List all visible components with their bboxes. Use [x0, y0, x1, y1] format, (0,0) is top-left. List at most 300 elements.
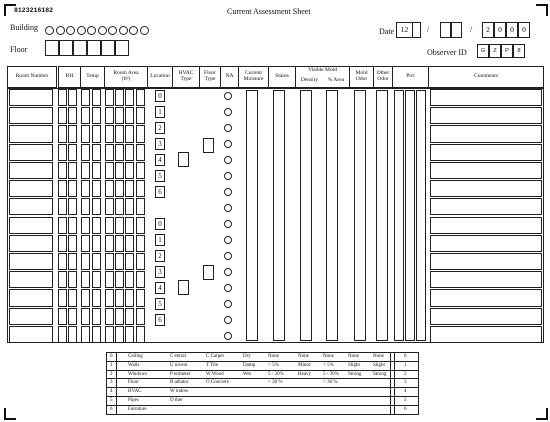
location-code-box[interactable]	[155, 218, 165, 230]
temp-digit-cell[interactable]	[92, 125, 101, 142]
comments-cell[interactable]	[430, 180, 542, 197]
building-digit-circle[interactable]	[129, 26, 138, 35]
date-month-box[interactable]	[396, 22, 413, 38]
temp-digit-cell[interactable]	[92, 198, 101, 215]
temp-digit-cell[interactable]	[92, 289, 101, 306]
rh-digit-cell[interactable]	[58, 144, 67, 161]
comments-cell[interactable]	[430, 217, 542, 234]
header-room-number	[7, 66, 57, 88]
header-visible-mold-subheaders	[296, 78, 349, 84]
room-area-digit-cell[interactable]	[136, 289, 145, 306]
comments-cell[interactable]	[430, 107, 542, 124]
building-digit-circle[interactable]	[140, 26, 149, 35]
temp-digit-cell[interactable]	[92, 217, 101, 234]
header-hvac-type-text: HVAC	[178, 70, 194, 77]
room-area-digit-cell[interactable]	[105, 144, 114, 161]
room-area-digit-cell[interactable]	[136, 107, 145, 124]
location-code-box[interactable]	[155, 314, 165, 326]
rh-digit-cell[interactable]	[68, 217, 77, 234]
na-circle[interactable]	[224, 332, 232, 340]
room-area-digit-cell[interactable]	[136, 235, 145, 252]
rh-digit-cell[interactable]	[68, 271, 77, 288]
room-number-cell[interactable]	[9, 162, 53, 179]
room-area-digit-cell[interactable]	[115, 125, 124, 142]
room-area-digit-cell[interactable]	[136, 253, 145, 270]
location-code-box[interactable]	[155, 186, 165, 198]
legend-area-text: < 5%	[323, 362, 334, 368]
temp-digit-cell[interactable]	[92, 144, 101, 161]
legend-code-r-text: 2	[404, 371, 407, 377]
room-area-digit-cell[interactable]	[115, 289, 124, 306]
room-area-digit-cell[interactable]	[115, 162, 124, 179]
na-circle[interactable]	[224, 252, 232, 260]
room-area-digit-cell[interactable]	[105, 107, 114, 124]
legend-mold-text: Slight	[348, 362, 360, 368]
room-area-digit-cell[interactable]	[136, 144, 145, 161]
building-digit-circle[interactable]	[77, 26, 86, 35]
temp-digit-cell[interactable]	[92, 253, 101, 270]
room-number-cell[interactable]	[9, 308, 53, 325]
legend-loc-text: HVAC	[128, 389, 142, 395]
legend-stains-text: 5 - 30%	[268, 371, 284, 377]
header-floor-type-text: Floor	[204, 70, 216, 77]
header-stains	[268, 66, 296, 88]
na-circle[interactable]	[224, 268, 232, 276]
comments-cell[interactable]	[430, 89, 542, 106]
legend-floor-text: O Concrete	[206, 380, 229, 386]
room-area-digit-cell[interactable]	[136, 180, 145, 197]
room-area-digit-cell[interactable]	[105, 326, 114, 343]
observer-id-digit: 8	[517, 48, 521, 54]
room-area-digit-cell[interactable]	[125, 125, 134, 142]
observer-id-label: Observer ID	[427, 48, 467, 57]
location-code-number: 6	[158, 316, 162, 324]
observer-id-digit-box[interactable]	[489, 44, 501, 58]
room-number-cell[interactable]	[9, 326, 53, 343]
rh-digit-cell[interactable]	[58, 107, 67, 124]
rh-digit-cell[interactable]	[58, 235, 67, 252]
room-area-digit-cell[interactable]	[125, 308, 134, 325]
header-room-number-text: Room Number	[15, 73, 49, 80]
current-moisture-column[interactable]	[246, 90, 258, 341]
room-area-digit-cell[interactable]	[105, 308, 114, 325]
rh-digit-cell[interactable]	[58, 253, 67, 270]
na-circle[interactable]	[224, 124, 232, 132]
header-stains-text: Stains	[275, 73, 289, 80]
header-room-area	[104, 66, 148, 88]
room-area-digit-cell[interactable]	[125, 180, 134, 197]
pict-column-3[interactable]	[416, 90, 426, 341]
date-month-value: 12	[400, 25, 409, 34]
legend-area-text: > 30 %	[323, 380, 338, 386]
room-area-digit-cell[interactable]	[136, 198, 145, 215]
floor-type-box[interactable]	[203, 138, 214, 153]
legend-code-text: 2	[110, 371, 113, 377]
rh-digit-cell[interactable]	[58, 289, 67, 306]
header-rh	[58, 66, 81, 88]
temp-digit-cell[interactable]	[92, 326, 101, 343]
room-area-digit-cell[interactable]	[136, 89, 145, 106]
room-area-digit-cell[interactable]	[136, 308, 145, 325]
legend-row-line	[106, 396, 419, 397]
room-area-digit-cell[interactable]	[115, 308, 124, 325]
room-area-digit-cell[interactable]	[115, 180, 124, 197]
observer-id-digit: Z	[493, 48, 497, 54]
location-code-number: 6	[158, 188, 162, 196]
room-number-cell[interactable]	[9, 253, 53, 270]
legend-code-text: 4	[110, 389, 113, 395]
room-area-digit-cell[interactable]	[115, 144, 124, 161]
rh-digit-cell[interactable]	[68, 144, 77, 161]
temp-digit-cell[interactable]	[81, 253, 90, 270]
legend-loc-text: Walls	[128, 362, 140, 368]
building-digit-circle[interactable]	[87, 26, 96, 35]
header-na	[220, 66, 239, 88]
rh-digit-cell[interactable]	[68, 198, 77, 215]
temp-digit-cell[interactable]	[92, 162, 101, 179]
date-year-digit: 2	[486, 25, 490, 34]
room-area-digit-cell[interactable]	[115, 198, 124, 215]
header-room-area-text: (ft²)	[121, 76, 131, 82]
header-other-odor-text: Odor	[377, 76, 389, 82]
rh-digit-cell[interactable]	[68, 289, 77, 306]
temp-digit-cell[interactable]	[92, 180, 101, 197]
room-area-digit-cell[interactable]	[136, 162, 145, 179]
rh-digit-cell[interactable]	[68, 162, 77, 179]
header-pict	[392, 66, 429, 88]
header-mold-odor-text: Mold	[355, 70, 368, 77]
date-year-digit-box[interactable]	[494, 22, 506, 38]
temp-digit-cell[interactable]	[81, 107, 90, 124]
temp-digit-cell[interactable]	[81, 217, 90, 234]
header-location	[147, 66, 173, 88]
legend-hvac-text: P erimeter	[170, 371, 191, 377]
comments-cell[interactable]	[430, 198, 542, 215]
room-area-digit-cell[interactable]	[115, 271, 124, 288]
header-floor-type	[199, 66, 221, 88]
comments-cell[interactable]	[430, 308, 542, 325]
room-area-digit-cell[interactable]	[105, 253, 114, 270]
rh-digit-cell[interactable]	[58, 308, 67, 325]
observer-id-digit-box[interactable]	[513, 44, 525, 58]
floor-digit-box[interactable]	[59, 40, 73, 56]
legend-stains-text: > 30 %	[268, 380, 283, 386]
room-area-digit-cell[interactable]	[125, 144, 134, 161]
na-circle[interactable]	[224, 204, 232, 212]
floor-type-box[interactable]	[203, 265, 214, 280]
temp-digit-cell[interactable]	[81, 271, 90, 288]
temp-digit-cell[interactable]	[92, 235, 101, 252]
header-hvac-type	[172, 66, 200, 88]
legend-mold-text: Strong	[348, 371, 362, 377]
room-area-digit-cell[interactable]	[125, 271, 134, 288]
location-code-box[interactable]	[155, 90, 165, 102]
rh-digit-cell[interactable]	[58, 198, 67, 215]
room-area-digit-cell[interactable]	[125, 107, 134, 124]
temp-digit-cell[interactable]	[81, 198, 90, 215]
rh-digit-cell[interactable]	[58, 180, 67, 197]
date-separator-2: /	[470, 25, 473, 34]
building-digit-circle[interactable]	[108, 26, 117, 35]
location-code-box[interactable]	[155, 298, 165, 310]
header-current-moisture	[238, 66, 269, 88]
building-digit-circle[interactable]	[45, 26, 54, 35]
room-number-cell[interactable]	[9, 89, 53, 106]
date-day-box[interactable]	[440, 22, 451, 38]
room-area-digit-cell[interactable]	[125, 198, 134, 215]
location-code-box[interactable]	[155, 266, 165, 278]
temp-digit-cell[interactable]	[81, 180, 90, 197]
header-comments-text: Comments	[474, 73, 498, 80]
room-area-digit-cell[interactable]	[125, 235, 134, 252]
building-digit-circle[interactable]	[66, 26, 75, 35]
na-circle[interactable]	[224, 140, 232, 148]
room-area-digit-cell[interactable]	[105, 162, 114, 179]
temp-digit-cell[interactable]	[81, 289, 90, 306]
floor-digit-box[interactable]	[73, 40, 87, 56]
temp-digit-cell[interactable]	[81, 144, 90, 161]
room-area-digit-cell[interactable]	[125, 253, 134, 270]
comments-cell[interactable]	[430, 162, 542, 179]
header-location-text: Location	[150, 73, 170, 80]
comments-cell[interactable]	[430, 235, 542, 252]
floor-digit-box[interactable]	[115, 40, 129, 56]
rh-digit-cell[interactable]	[68, 180, 77, 197]
building-label: Building	[10, 23, 39, 32]
legend-floor-text: T Tile	[206, 362, 218, 368]
header-rh-text: RH	[65, 73, 74, 80]
location-code-number: 5	[158, 172, 162, 180]
comments-cell[interactable]	[430, 326, 542, 343]
room-number-cell[interactable]	[9, 107, 53, 124]
legend-floor-text: W Wood	[206, 371, 224, 377]
legend-loc-text: Windows	[128, 371, 147, 377]
room-number-cell[interactable]	[9, 180, 53, 197]
header-mold-odor	[349, 66, 374, 88]
location-code-box[interactable]	[155, 154, 165, 166]
rh-digit-cell[interactable]	[58, 271, 67, 288]
na-circle[interactable]	[224, 220, 232, 228]
temp-digit-cell[interactable]	[92, 89, 101, 106]
comments-cell[interactable]	[430, 125, 542, 142]
pict-column-2[interactable]	[405, 90, 415, 341]
form-title: Current Assessment Sheet	[227, 7, 311, 16]
location-code-box[interactable]	[155, 170, 165, 182]
building-digit-circle[interactable]	[119, 26, 128, 35]
location-code-box[interactable]	[155, 250, 165, 262]
temp-digit-cell[interactable]	[81, 326, 90, 343]
header-mold-odor-text: Odor	[355, 76, 368, 82]
header-other-odor-text: Other	[376, 70, 390, 77]
floor-digit-box[interactable]	[87, 40, 101, 56]
legend-other-text: Slight	[373, 362, 385, 368]
header-visible-mold-label: Visible Mold	[308, 67, 337, 73]
na-circle[interactable]	[224, 300, 232, 308]
hvac-type-box[interactable]	[178, 152, 189, 167]
location-code-box[interactable]	[155, 106, 165, 118]
stains-column[interactable]	[273, 90, 285, 341]
rh-digit-cell[interactable]	[58, 162, 67, 179]
legend-row-line	[106, 361, 419, 362]
na-circle[interactable]	[224, 188, 232, 196]
room-area-digit-cell[interactable]	[136, 271, 145, 288]
room-area-digit-cell[interactable]	[105, 125, 114, 142]
observer-id-digit: G	[480, 48, 486, 54]
location-code-number: 4	[158, 156, 162, 164]
legend-code-text: 1	[110, 362, 113, 368]
temp-digit-cell[interactable]	[81, 125, 90, 142]
pct-area-column[interactable]	[326, 90, 338, 341]
legend-code-r-text: 6	[404, 406, 407, 412]
room-area-digit-cell[interactable]	[136, 326, 145, 343]
temp-digit-cell[interactable]	[81, 89, 90, 106]
comments-cell[interactable]	[430, 271, 542, 288]
temp-digit-cell[interactable]	[92, 107, 101, 124]
room-area-digit-cell[interactable]	[105, 217, 114, 234]
rh-digit-cell[interactable]	[58, 125, 67, 142]
date-label: Date	[379, 27, 395, 36]
room-area-digit-cell[interactable]	[105, 289, 114, 306]
building-digit-circle[interactable]	[56, 26, 65, 35]
legend-loc-text: Furniture	[128, 406, 147, 412]
na-circle[interactable]	[224, 156, 232, 164]
room-area-digit-cell[interactable]	[115, 235, 124, 252]
room-area-digit-cell[interactable]	[115, 89, 124, 106]
legend-row-line	[106, 387, 419, 388]
rh-digit-cell[interactable]	[68, 89, 77, 106]
header-room-area-text: Room Area	[113, 70, 139, 77]
legend-loc-text: Pipes	[128, 398, 139, 403]
legend-hvac-text: W indow	[170, 389, 189, 395]
room-area-digit-cell[interactable]	[115, 253, 124, 270]
legend-density-text: Heavy	[298, 371, 312, 377]
header-na-text: NA	[225, 73, 234, 80]
comments-cell[interactable]	[430, 144, 542, 161]
na-circle[interactable]	[224, 92, 232, 100]
registration-mark-bottom-right	[536, 408, 548, 420]
rh-digit-cell[interactable]	[68, 235, 77, 252]
date-year-digit-box[interactable]	[506, 22, 518, 38]
na-circle[interactable]	[224, 316, 232, 324]
date-separator-1: /	[427, 25, 430, 34]
room-area-digit-cell[interactable]	[125, 289, 134, 306]
room-area-digit-cell[interactable]	[105, 235, 114, 252]
room-area-digit-cell[interactable]	[115, 326, 124, 343]
legend-code-r-text: 3	[404, 380, 407, 386]
rh-digit-cell[interactable]	[68, 107, 77, 124]
mold-odor-column[interactable]	[354, 90, 366, 341]
rh-digit-cell[interactable]	[58, 326, 67, 343]
legend-loc-text: Ceiling	[128, 354, 143, 359]
location-code-number: 2	[158, 124, 162, 132]
na-circle[interactable]	[224, 236, 232, 244]
legend-hvac-text: O ther	[170, 398, 183, 403]
rh-digit-cell[interactable]	[68, 326, 77, 343]
observer-id-digit: P	[505, 48, 509, 54]
temp-digit-cell[interactable]	[81, 235, 90, 252]
header-comments	[428, 66, 544, 88]
rh-digit-cell[interactable]	[68, 125, 77, 142]
date-year-digit: 0	[522, 25, 526, 34]
location-code-box[interactable]	[155, 282, 165, 294]
rh-digit-cell[interactable]	[58, 217, 67, 234]
floor-digit-box[interactable]	[101, 40, 115, 56]
na-circle[interactable]	[224, 108, 232, 116]
room-number-cell[interactable]	[9, 125, 53, 142]
legend-code-r-text: 5	[404, 398, 407, 403]
date-year-digit-box[interactable]	[518, 22, 530, 38]
room-area-digit-cell[interactable]	[125, 162, 134, 179]
legend-stains-text: None	[268, 354, 279, 359]
hvac-type-box[interactable]	[178, 280, 189, 295]
room-area-digit-cell[interactable]	[125, 326, 134, 343]
rh-digit-cell[interactable]	[68, 253, 77, 270]
date-year-digit-box[interactable]	[482, 22, 494, 38]
header-other-odor	[373, 66, 393, 88]
room-area-digit-cell[interactable]	[105, 89, 114, 106]
room-number-cell[interactable]	[9, 144, 53, 161]
na-circle[interactable]	[224, 172, 232, 180]
legend-code-text: 5	[110, 398, 113, 403]
temp-digit-cell[interactable]	[81, 308, 90, 325]
room-number-cell[interactable]	[9, 198, 53, 215]
room-number-cell[interactable]	[9, 217, 53, 234]
legend-area-text: 5 - 30%	[323, 371, 339, 377]
room-number-cell[interactable]	[9, 271, 53, 288]
pict-column-1[interactable]	[394, 90, 404, 341]
legend-code-text: 0	[110, 354, 113, 359]
location-code-number: 2	[158, 252, 162, 260]
comments-cell[interactable]	[430, 253, 542, 270]
room-area-digit-cell[interactable]	[115, 107, 124, 124]
room-area-digit-cell[interactable]	[105, 271, 114, 288]
rh-digit-cell[interactable]	[58, 89, 67, 106]
comments-cell[interactable]	[430, 289, 542, 306]
room-number-cell[interactable]	[9, 235, 53, 252]
room-area-digit-cell[interactable]	[115, 217, 124, 234]
date-day-box-2[interactable]	[451, 22, 462, 38]
na-circle[interactable]	[224, 284, 232, 292]
other-odor-column[interactable]	[376, 90, 388, 341]
room-area-digit-cell[interactable]	[105, 180, 114, 197]
temp-digit-cell[interactable]	[92, 271, 101, 288]
legend-hvac-text: R adiator	[170, 380, 189, 386]
room-area-digit-cell[interactable]	[125, 89, 134, 106]
legend-floor-text: C Carpet	[206, 354, 224, 359]
date-month-box-2[interactable]	[412, 22, 421, 38]
observer-id-digit-box[interactable]	[477, 44, 489, 58]
floor-label: Floor	[10, 45, 28, 54]
room-area-digit-cell[interactable]	[136, 125, 145, 142]
room-area-digit-cell[interactable]	[136, 217, 145, 234]
location-code-box[interactable]	[155, 138, 165, 150]
room-area-digit-cell[interactable]	[105, 198, 114, 215]
location-code-box[interactable]	[155, 234, 165, 246]
legend-hvac-text: C entral	[170, 354, 186, 359]
floor-digit-box[interactable]	[45, 40, 59, 56]
temp-digit-cell[interactable]	[92, 308, 101, 325]
temp-digit-cell[interactable]	[81, 162, 90, 179]
room-area-digit-cell[interactable]	[125, 217, 134, 234]
density-column[interactable]	[300, 90, 312, 341]
date-year-digit: 0	[498, 25, 502, 34]
room-number-cell[interactable]	[9, 289, 53, 306]
building-digit-circle[interactable]	[98, 26, 107, 35]
rh-digit-cell[interactable]	[68, 308, 77, 325]
observer-id-digit-box[interactable]	[501, 44, 513, 58]
location-code-box[interactable]	[155, 122, 165, 134]
legend-moist-text: Dry	[243, 354, 251, 359]
